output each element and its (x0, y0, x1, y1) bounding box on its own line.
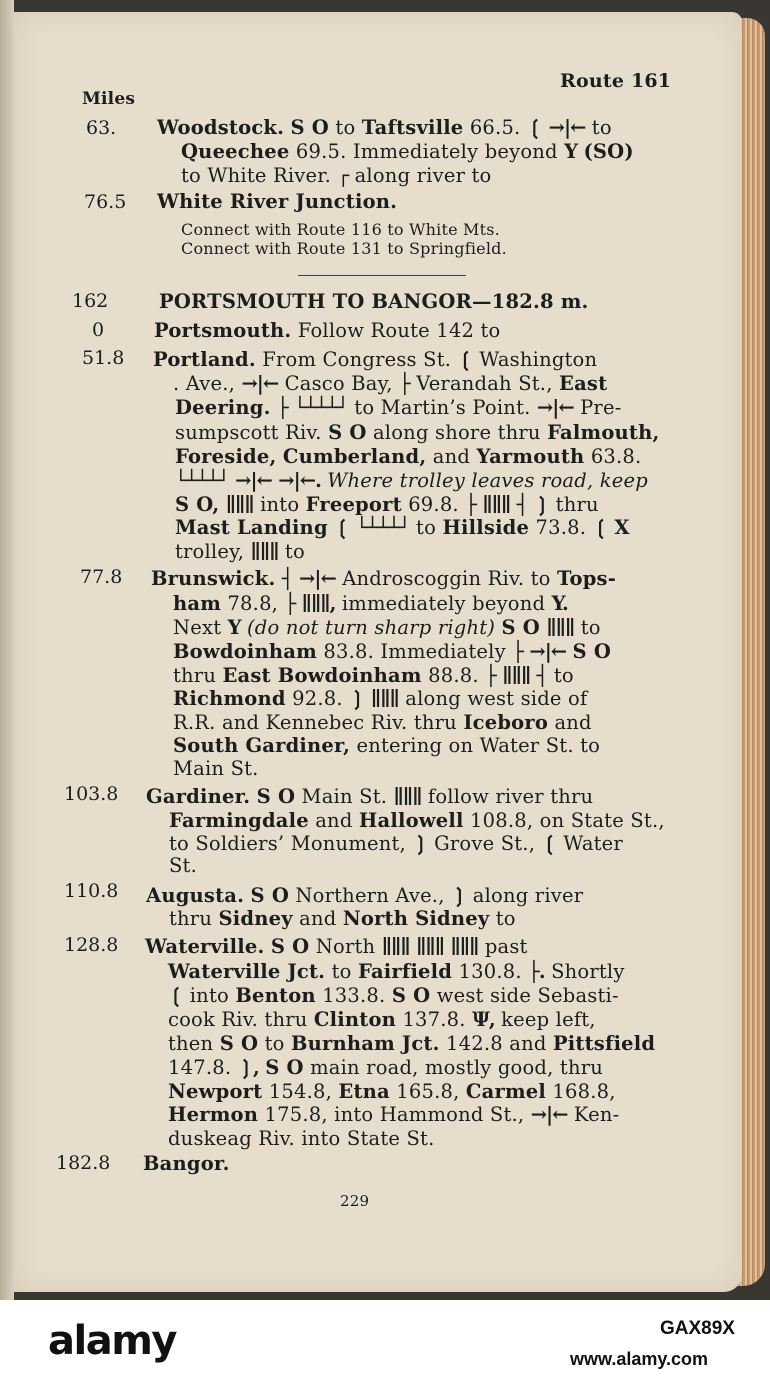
text-line: Connect with Route 116 to White Mts. (181, 220, 500, 239)
previous-page-edge (0, 0, 14, 1300)
railroad-crossing-icon: ∥∥∥ (250, 540, 279, 563)
railroad-crossing-icon: ∥∥∥ (450, 935, 479, 958)
text-line: to Soldiers’ Monument, ❳ Grove St., ❲ Water (169, 832, 623, 855)
text-line: then S O to Burnham Jct. 142.8 and Pittsfield (168, 1032, 656, 1055)
text-line: Foreside, Cumberland, and Yarmouth 63.8. (175, 445, 642, 468)
mile-marker: 128.8 (64, 934, 119, 956)
mile-marker: 76.5 (84, 191, 127, 213)
mile-marker: 77.8 (80, 566, 123, 588)
text-line: Newport 154.8, Etna 165.8, Carmel 168.8, (168, 1080, 616, 1103)
bridge-icon: →|← (536, 396, 574, 419)
site-url: www.alamy.com (570, 1349, 709, 1369)
text-line: R.R. and Kennebec Riv. thru Iceboro and (173, 711, 592, 734)
left-bear-icon: ❳ (412, 832, 428, 855)
right-fork-icon: ├ (512, 640, 523, 663)
left-bear-icon: ❳ (349, 687, 365, 710)
railroad-crossing-icon: ∥∥∥ (225, 493, 254, 516)
bridge-icon: →|←. (278, 469, 321, 492)
text-line: Waterville. S O North ∥∥∥ ∥∥∥ ∥∥∥ past (145, 935, 528, 958)
text-line: St. (169, 854, 197, 877)
route-title: PORTSMOUTH TO BANGOR—182.8 m. (159, 290, 589, 313)
text-line: cook Riv. thru Clinton 137.8. Ψ, keep left, (168, 1008, 596, 1031)
right-turn-icon: ❲ (541, 832, 557, 855)
text-line: ham 78.8, ├ ∥∥∥, immediately beyond Y. (173, 592, 568, 615)
page-number: 229 (340, 1192, 370, 1210)
mile-marker: 103.8 (64, 783, 119, 805)
miles-column-header: Miles (82, 89, 136, 109)
image-id: GAX89X (660, 1318, 735, 1339)
text-line: Brunswick. ┤ →|← Androscoggin Riv. to Tops- (151, 567, 617, 590)
text-line: ❲ into Benton 133.8. S O west side Sebasti- (168, 984, 619, 1007)
alamy-logo: alamy (48, 1318, 176, 1364)
text-line: sumpscott Riv. S O along shore thru Falmouth, (175, 421, 660, 444)
text-line: Woodstock. S O to Taftsville 66.5. ❲ →|← to (157, 116, 612, 139)
right-fork-icon: ├ (277, 396, 288, 419)
text-line: thru East Bowdoinham 88.8. ├ ∥∥∥ ┤ to (173, 664, 574, 687)
text-line: Main St. (173, 757, 259, 780)
text-line: South Gardiner, entering on Water St. to (173, 734, 601, 757)
route-header: Route 161 (560, 70, 672, 92)
trolley-track-icon: └┴┴┴┘ (355, 516, 410, 539)
railroad-crossing-icon: ∥∥∥ (370, 687, 399, 710)
railroad-crossing-icon: ∥∥∥ (546, 616, 575, 639)
bridge-icon: →|← (529, 640, 567, 663)
text-line: Richmond 92.8. ❳ ∥∥∥ along west side of (173, 687, 588, 710)
right-turn-icon: ❲ (592, 516, 608, 539)
text-line: Deering. ├ └┴┴┴┘ to Martin’s Point. →|← Pre- (175, 396, 622, 419)
text-line: Queechee 69.5. Immediately beyond Y (SO) (181, 140, 634, 163)
text-line: Portland. From Congress St. ❲ Washington (153, 348, 598, 371)
trolley-track-icon: └┴┴┴┘ (175, 469, 229, 492)
text-line: to White River. ┌ along river to (181, 164, 492, 187)
railroad-crossing-icon: ∥∥∥ (502, 664, 531, 687)
left-fork-icon: ┤ (516, 493, 528, 516)
fork-icon: Y. (551, 592, 568, 615)
mile-marker: 162 (72, 290, 109, 312)
left-fork-icon: ┤ (281, 567, 293, 590)
right-turn-icon: ❲ (168, 984, 184, 1007)
right-turn-icon: ❲ (457, 348, 473, 371)
left-bear-icon: ❳ (451, 884, 467, 907)
three-way-fork-icon: Ψ, (472, 1008, 495, 1031)
trolley-track-icon: └┴┴┴┘ (294, 396, 348, 419)
fork-icon: Y (227, 616, 241, 639)
text-line: Hermon 175.8, into Hammond St., →|← Ken- (168, 1103, 620, 1126)
text-line: thru Sidney and North Sidney to (169, 907, 516, 930)
bridge-icon: →|← (530, 1103, 568, 1126)
text-line: Farmingdale and Hallowell 108.8, on State St., (169, 809, 665, 832)
railroad-crossing-icon: ∥∥∥ (393, 785, 422, 808)
text-line: . Ave., →|← Casco Bay, ├ Verandah St., East (173, 372, 608, 395)
text-line: Waterville Jct. to Fairfield 130.8. ├. Shortly (168, 960, 625, 983)
railroad-crossing-icon: ∥∥∥ (381, 935, 410, 958)
text-line: Next Y (do not turn sharp right) S O ∥∥∥ to (173, 616, 601, 639)
right-turn-icon: ❲ (526, 116, 543, 139)
fork-icon: Y (564, 140, 578, 163)
right-fork-icon: ├ (465, 493, 476, 516)
railroad-crossing-icon: ∥∥∥, (301, 592, 336, 615)
bridge-icon: →|← (235, 469, 272, 492)
right-fork-icon: ├. (528, 960, 545, 983)
right-turn-icon: ┌ (337, 164, 349, 187)
left-fork-icon: ┤ (536, 664, 548, 687)
bridge-icon: →|← (241, 372, 279, 395)
mile-marker: 182.8 (56, 1152, 111, 1174)
text-line: Bangor. (143, 1152, 230, 1175)
text-line: 147.8. ❳, S O main road, mostly good, thru (168, 1056, 603, 1079)
text-line: Bowdoinham 83.8. Immediately ├ →|← S O (173, 640, 612, 663)
right-fork-icon: ├ (399, 372, 410, 395)
text-line: duskeag Riv. into State St. (168, 1127, 435, 1150)
railroad-crossing-icon: ∥∥∥ (482, 493, 511, 516)
text-line: trolley, ∥∥∥ to (175, 540, 305, 563)
text-line: Portsmouth. Follow Route 142 to (154, 319, 501, 342)
right-fork-icon: ├ (485, 664, 496, 687)
right-turn-icon: ❲ (334, 516, 350, 539)
mile-marker: 0 (92, 319, 105, 341)
text-line: White River Junction. (157, 190, 398, 213)
bridge-icon: →|← (548, 116, 586, 139)
bridge-icon: →|← (299, 567, 336, 590)
text-line: Mast Landing ❲ └┴┴┴┘ to Hillside 73.8. ❲ X (175, 516, 630, 539)
left-bear-icon: ❳, (237, 1056, 259, 1079)
left-bear-icon: ❳ (533, 493, 550, 516)
right-fork-icon: ├ (284, 592, 296, 615)
section-divider (298, 275, 466, 276)
text-line: └┴┴┴┘ →|← →|←. Where trolley leaves road, keep (175, 469, 648, 492)
text-line: Connect with Route 131 to Springfield. (181, 239, 507, 258)
mile-marker: 63. (86, 117, 117, 139)
mile-marker: 51.8 (82, 347, 125, 369)
text-line: Augusta. S O Northern Ave., ❳ along river (146, 884, 584, 907)
railroad-crossing-icon: ∥∥∥ (416, 935, 445, 958)
text-line: Gardiner. S O Main St. ∥∥∥ follow river thru (146, 785, 594, 808)
text-line: S O, ∥∥∥ into Freeport 69.8. ├ ∥∥∥ ┤ ❳ thru (175, 493, 599, 516)
mile-marker: 110.8 (64, 880, 119, 902)
